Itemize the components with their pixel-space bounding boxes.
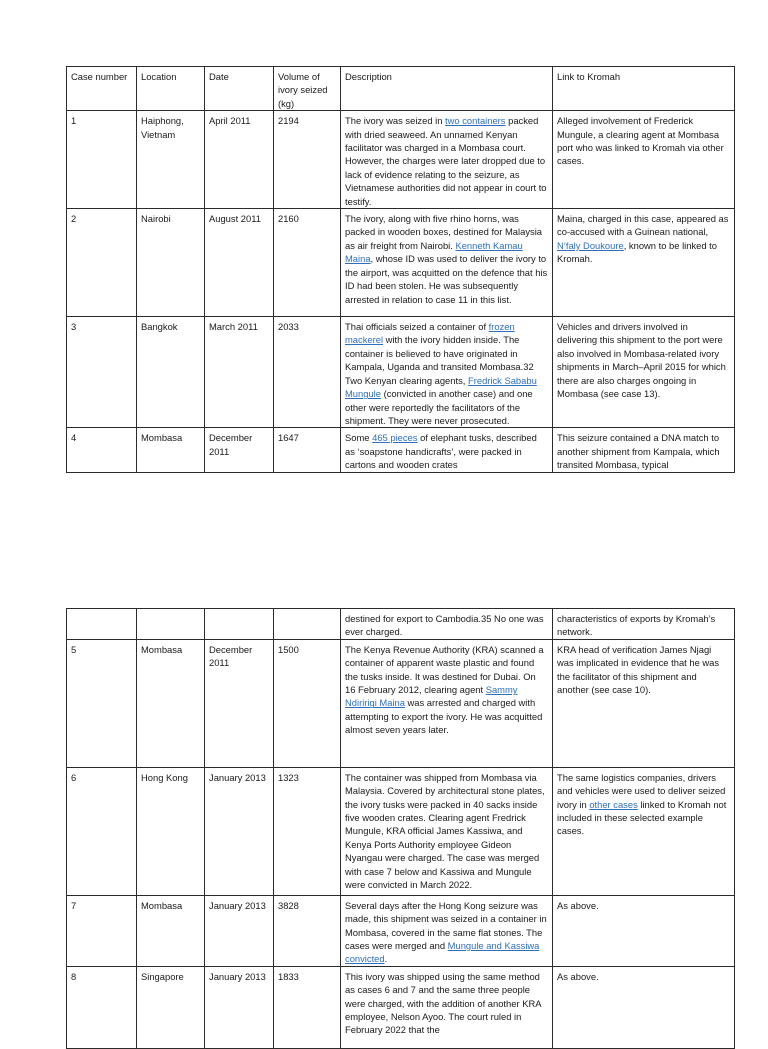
date: August 2011 (205, 209, 274, 317)
table-row (67, 317, 735, 428)
link-to-kromah (553, 767, 735, 895)
date: January 2013 (205, 966, 274, 1048)
location: Haiphong, Vietnam (137, 111, 205, 209)
case-number: 1 (67, 111, 137, 209)
text-segment: As above. (557, 899, 599, 911)
description (341, 209, 553, 317)
description (341, 895, 553, 966)
description (341, 966, 553, 1048)
header-volume: Volume of ivory seized (kg) (274, 67, 341, 111)
text-link[interactable]: frozen mackerel (345, 321, 515, 346)
text-segment: The container was shipped from Mombasa via Malaysia. Covered by architectural stone plates, the ivory tusks were packed in 40 sacks inside five wooden crates. Clearing agent Fredrick Mungule, KRA official James Kassiwa, and Kenya Ports Authority employee Gideon Nyangau were charged. The case was merged with case 7 below and Kassiwa and Mungule were convicted in March 2022. (345, 771, 545, 891)
text-segment: Thai officials seized a container of (345, 321, 489, 333)
location: Nairobi (137, 209, 205, 317)
location: Mombasa (137, 895, 205, 966)
volume: 2160 (274, 209, 341, 317)
date: January 2013 (205, 767, 274, 895)
description (341, 767, 553, 895)
text-segment: The Kenya Revenue Authority (KRA) scanned a container of apparent waste plastic and found the tusks inside. It was destined for Dubai. On 16 February 2012, clearing agent (345, 643, 544, 696)
text-segment: The ivory, along with five rhino horns, was packed in wooden boxes, destined for Malaysia as air freight from Nairobi. (345, 213, 542, 251)
volume: 2033 (274, 317, 341, 428)
volume: 1323 (274, 767, 341, 895)
text-segment: As above. (557, 970, 599, 982)
table-row-continuation (67, 609, 735, 640)
table-header-row (67, 67, 735, 111)
text-segment: characteristics of exports by Kromah’s network. (557, 613, 716, 638)
header-location: Location (137, 67, 205, 111)
location (137, 609, 205, 640)
text-segment: This ivory was shipped using the same method as cases 6 and 7 and the same three people were charged, with the addition of another KRA employee, Nelson Ayoo. The court ruled in February 2022 that the (345, 970, 541, 1036)
volume: 1500 (274, 639, 341, 767)
text-segment: with the ivory hidden inside. The container is believed to have originated in Kampala, Uganda and transited Mombasa.32 Two Kenyan clearing agents, (345, 334, 534, 386)
link-to-kromah (553, 609, 735, 640)
link-to-kromah (553, 966, 735, 1048)
text-segment: . (384, 953, 388, 965)
case-number: 6 (67, 767, 137, 895)
text-link[interactable]: Fredrick Sababu Mungule (345, 374, 537, 400)
volume (274, 609, 341, 640)
case-number: 4 (67, 428, 137, 472)
date: March 2011 (205, 317, 274, 428)
case-number: 2 (67, 209, 137, 317)
case-number (67, 609, 137, 640)
case-number: 7 (67, 895, 137, 966)
date (205, 609, 274, 640)
volume: 1833 (274, 966, 341, 1048)
text-segment: The ivory was seized in (345, 115, 446, 127)
location: Bangkok (137, 317, 205, 428)
text-link[interactable]: Mungule and Kassiwa convicted (345, 940, 540, 965)
text-segment: of elephant tusks, described as ‘soapstone handicrafts’, were packed in cartons and wooden crates (345, 432, 537, 471)
volume: 2194 (274, 111, 341, 209)
text-link[interactable]: N’faly Doukoure (557, 239, 624, 251)
text-segment: , whose ID was used to deliver the ivory to the airport, was acquitted on the defence that his ID had been stolen. He was subsequently arrested in relation to case 11 in this list. (345, 253, 548, 305)
text-segment: Alleged involvement of Frederick Mungule, a clearing agent at Mombasa port who was linked to Kromah via other cases. (557, 115, 724, 167)
text-segment: (convicted in another case) and one other were reportedly the facilitators of the shipment. They were never prosecuted. (345, 388, 533, 426)
location: Singapore (137, 966, 205, 1048)
link-to-kromah (553, 428, 735, 472)
text-segment: Maina, charged in this case, appeared as co-accused with a Guinean national, (557, 213, 729, 238)
location: Mombasa (137, 639, 205, 767)
description (341, 428, 553, 472)
date: December 2011 (205, 428, 274, 472)
date: April 2011 (205, 111, 274, 209)
text-segment: This seizure contained a DNA match to another shipment from Kampala, which transited Mombasa, typical (557, 432, 720, 471)
text-segment: packed with dried seaweed. An unnamed Kenyan facilitator was charged in a Mombasa court. However, the charges were later dropped due to lack of evidence relating to the seizure, as Vietnamese authorities did not appear in court to testify. (345, 115, 547, 207)
text-segment: Several days after the Hong Kong seizure was made, this shipment was seized in a container in Mombasa, covered in the same flat stones. The cases were merged and (345, 899, 547, 952)
text-segment: The same logistics companies, drivers and vehicles were used to deliver seized ivory in (557, 771, 726, 810)
seizure-table-continued (66, 608, 735, 1049)
volume: 3828 (274, 895, 341, 966)
text-segment: KRA head of verification James Njagi was implicated in evidence that he was the facilitator of this shipment and another (see case 10). (557, 643, 720, 696)
text-segment: Some (345, 432, 373, 444)
table-row (67, 966, 735, 1048)
table-row (67, 111, 735, 209)
link-to-kromah (553, 639, 735, 767)
text-link[interactable]: Kenneth Kamau Maina (345, 239, 523, 265)
text-segment: destined for export to Cambodia.35 No one was ever charged. (345, 613, 544, 638)
text-link[interactable]: 465 pieces (372, 432, 418, 444)
text-link[interactable]: two containers (445, 115, 506, 127)
table-row (67, 639, 735, 767)
location: Hong Kong (137, 767, 205, 895)
table-row (67, 895, 735, 966)
case-number: 8 (67, 966, 137, 1048)
text-segment: , known to be linked to Kromah. (557, 239, 717, 265)
link-to-kromah (553, 317, 735, 428)
case-number: 3 (67, 317, 137, 428)
text-link[interactable]: other cases (589, 798, 638, 810)
text-segment: was arrested and charged with attempting to export the ivory. He was acquitted almost seven years later. (345, 697, 543, 736)
text-segment: Vehicles and drivers involved in delivering this shipment to the port were also involved in Mombasa-related ivory shipments in March–April 2015 for which there are also charges ongoing in Mombasa (see case 13). (557, 321, 726, 400)
table-row (67, 209, 735, 317)
table-row (67, 428, 735, 472)
description (341, 317, 553, 428)
date: January 2013 (205, 895, 274, 966)
case-number: 5 (67, 639, 137, 767)
location: Mombasa (137, 428, 205, 472)
link-to-kromah (553, 111, 735, 209)
header-case-number: Case number (67, 67, 137, 111)
seizure-table (66, 66, 735, 473)
link-to-kromah (553, 895, 735, 966)
description (341, 639, 553, 767)
description (341, 609, 553, 640)
text-segment: linked to Kromah not included in these selected example cases. (557, 798, 727, 837)
table-row (67, 767, 735, 895)
header-link-to-kromah: Link to Kromah (553, 67, 735, 111)
header-description: Description (341, 67, 553, 111)
description (341, 111, 553, 209)
text-link[interactable]: Sammy Ndiririgi Maina (345, 684, 518, 709)
date: December 2011 (205, 639, 274, 767)
link-to-kromah (553, 209, 735, 317)
volume: 1647 (274, 428, 341, 472)
header-date: Date (205, 67, 274, 111)
